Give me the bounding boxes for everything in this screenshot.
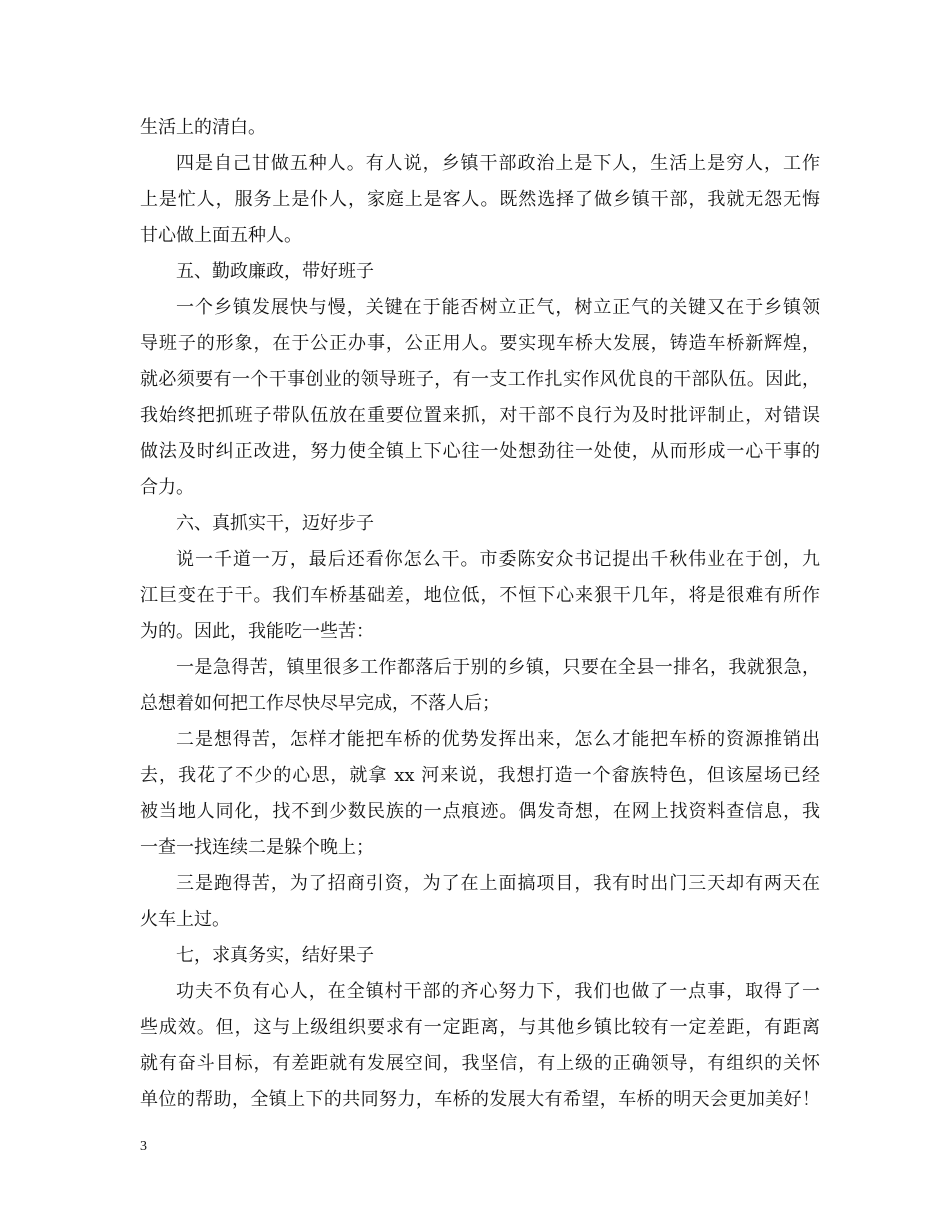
text-line: 合力。 xyxy=(140,477,194,498)
text-line: 二是想得苦，怎样才能把车桥的优势发挥出来，怎么才能把车桥的资源推销出 xyxy=(176,729,820,750)
text-line: 就有奋斗目标，有差距就有发展空间，我坚信，有上级的正确领导，有组织的关怀 xyxy=(140,1053,820,1074)
section-heading: 五、勤政廉政，带好班子 xyxy=(176,261,374,282)
text-line: 做法及时纠正改进，努力使全镇上下心往一处想劲往一处使，从而形成一心干事的 xyxy=(140,441,820,462)
section-heading: 七，求真务实，结好果子 xyxy=(176,945,374,966)
text-line: 四是自己甘做五种人。有人说，乡镇干部政治上是下人，生活上是穷人，工作 xyxy=(176,153,820,174)
text-line: 去，我花了不少的心思，就拿 xx 河来说，我想打造一个畲族特色，但该屋场已经 xyxy=(140,765,820,786)
text-line: 单位的帮助，全镇上下的共同努力，车桥的发展大有希望，车桥的明天会更加美好！ xyxy=(140,1089,820,1110)
text-line: 总想着如何把工作尽快尽早完成，不落人后； xyxy=(140,693,500,714)
text-line: 功夫不负有心人，在全镇村干部的齐心努力下，我们也做了一点事，取得了一 xyxy=(176,981,820,1002)
text-line: 导班子的形象，在于公正办事，公正用人。要实现车桥大发展，铸造车桥新辉煌， xyxy=(140,333,820,354)
text-line: 我始终把抓班子带队伍放在重要位置来抓，对干部不良行为及时批评制止，对错误 xyxy=(140,405,820,426)
text-line: 些成效。但，这与上级组织要求有一定距离，与其他乡镇比较有一定差距，有距离 xyxy=(140,1017,820,1038)
section-heading: 六、真抓实干，迈好步子 xyxy=(176,513,374,534)
text-line: 一查一找连续二是躲个晚上； xyxy=(140,837,374,858)
text-line: 就必须要有一个干事创业的领导班子，有一支工作扎实作风优良的干部队伍。因此， xyxy=(140,369,820,390)
text-line: 一个乡镇发展快与慢，关键在于能否树立正气，树立正气的关键又在于乡镇领 xyxy=(176,297,820,318)
text-line: 被当地人同化，找不到少数民族的一点痕迹。偶发奇想，在网上找资料查信息，我 xyxy=(140,801,820,822)
text-line: 上是忙人，服务上是仆人，家庭上是客人。既然选择了做乡镇干部，我就无怨无悔 xyxy=(140,189,820,210)
text-line: 说一千道一万，最后还看你怎么干。市委陈安众书记提出千秋伟业在于创，九 xyxy=(176,549,820,570)
text-line: 三是跑得苦，为了招商引资，为了在上面搞项目，我有时出门三天却有两天在 xyxy=(176,873,820,894)
text-line: 为的。因此，我能吃一些苦： xyxy=(140,621,374,642)
text-line: 甘心做上面五种人。 xyxy=(140,225,302,246)
text-line: 一是急得苦，镇里很多工作都落后于别的乡镇，只要在全县一排名，我就狠急， xyxy=(176,657,820,678)
text-line: 生活上的清白。 xyxy=(140,117,266,138)
page-number: 3 xyxy=(140,1139,147,1154)
text-line: 火车上过。 xyxy=(140,909,230,930)
text-line: 江巨变在于干。我们车桥基础差，地位低，不恒下心来狠干几年，将是很难有所作 xyxy=(140,585,820,606)
